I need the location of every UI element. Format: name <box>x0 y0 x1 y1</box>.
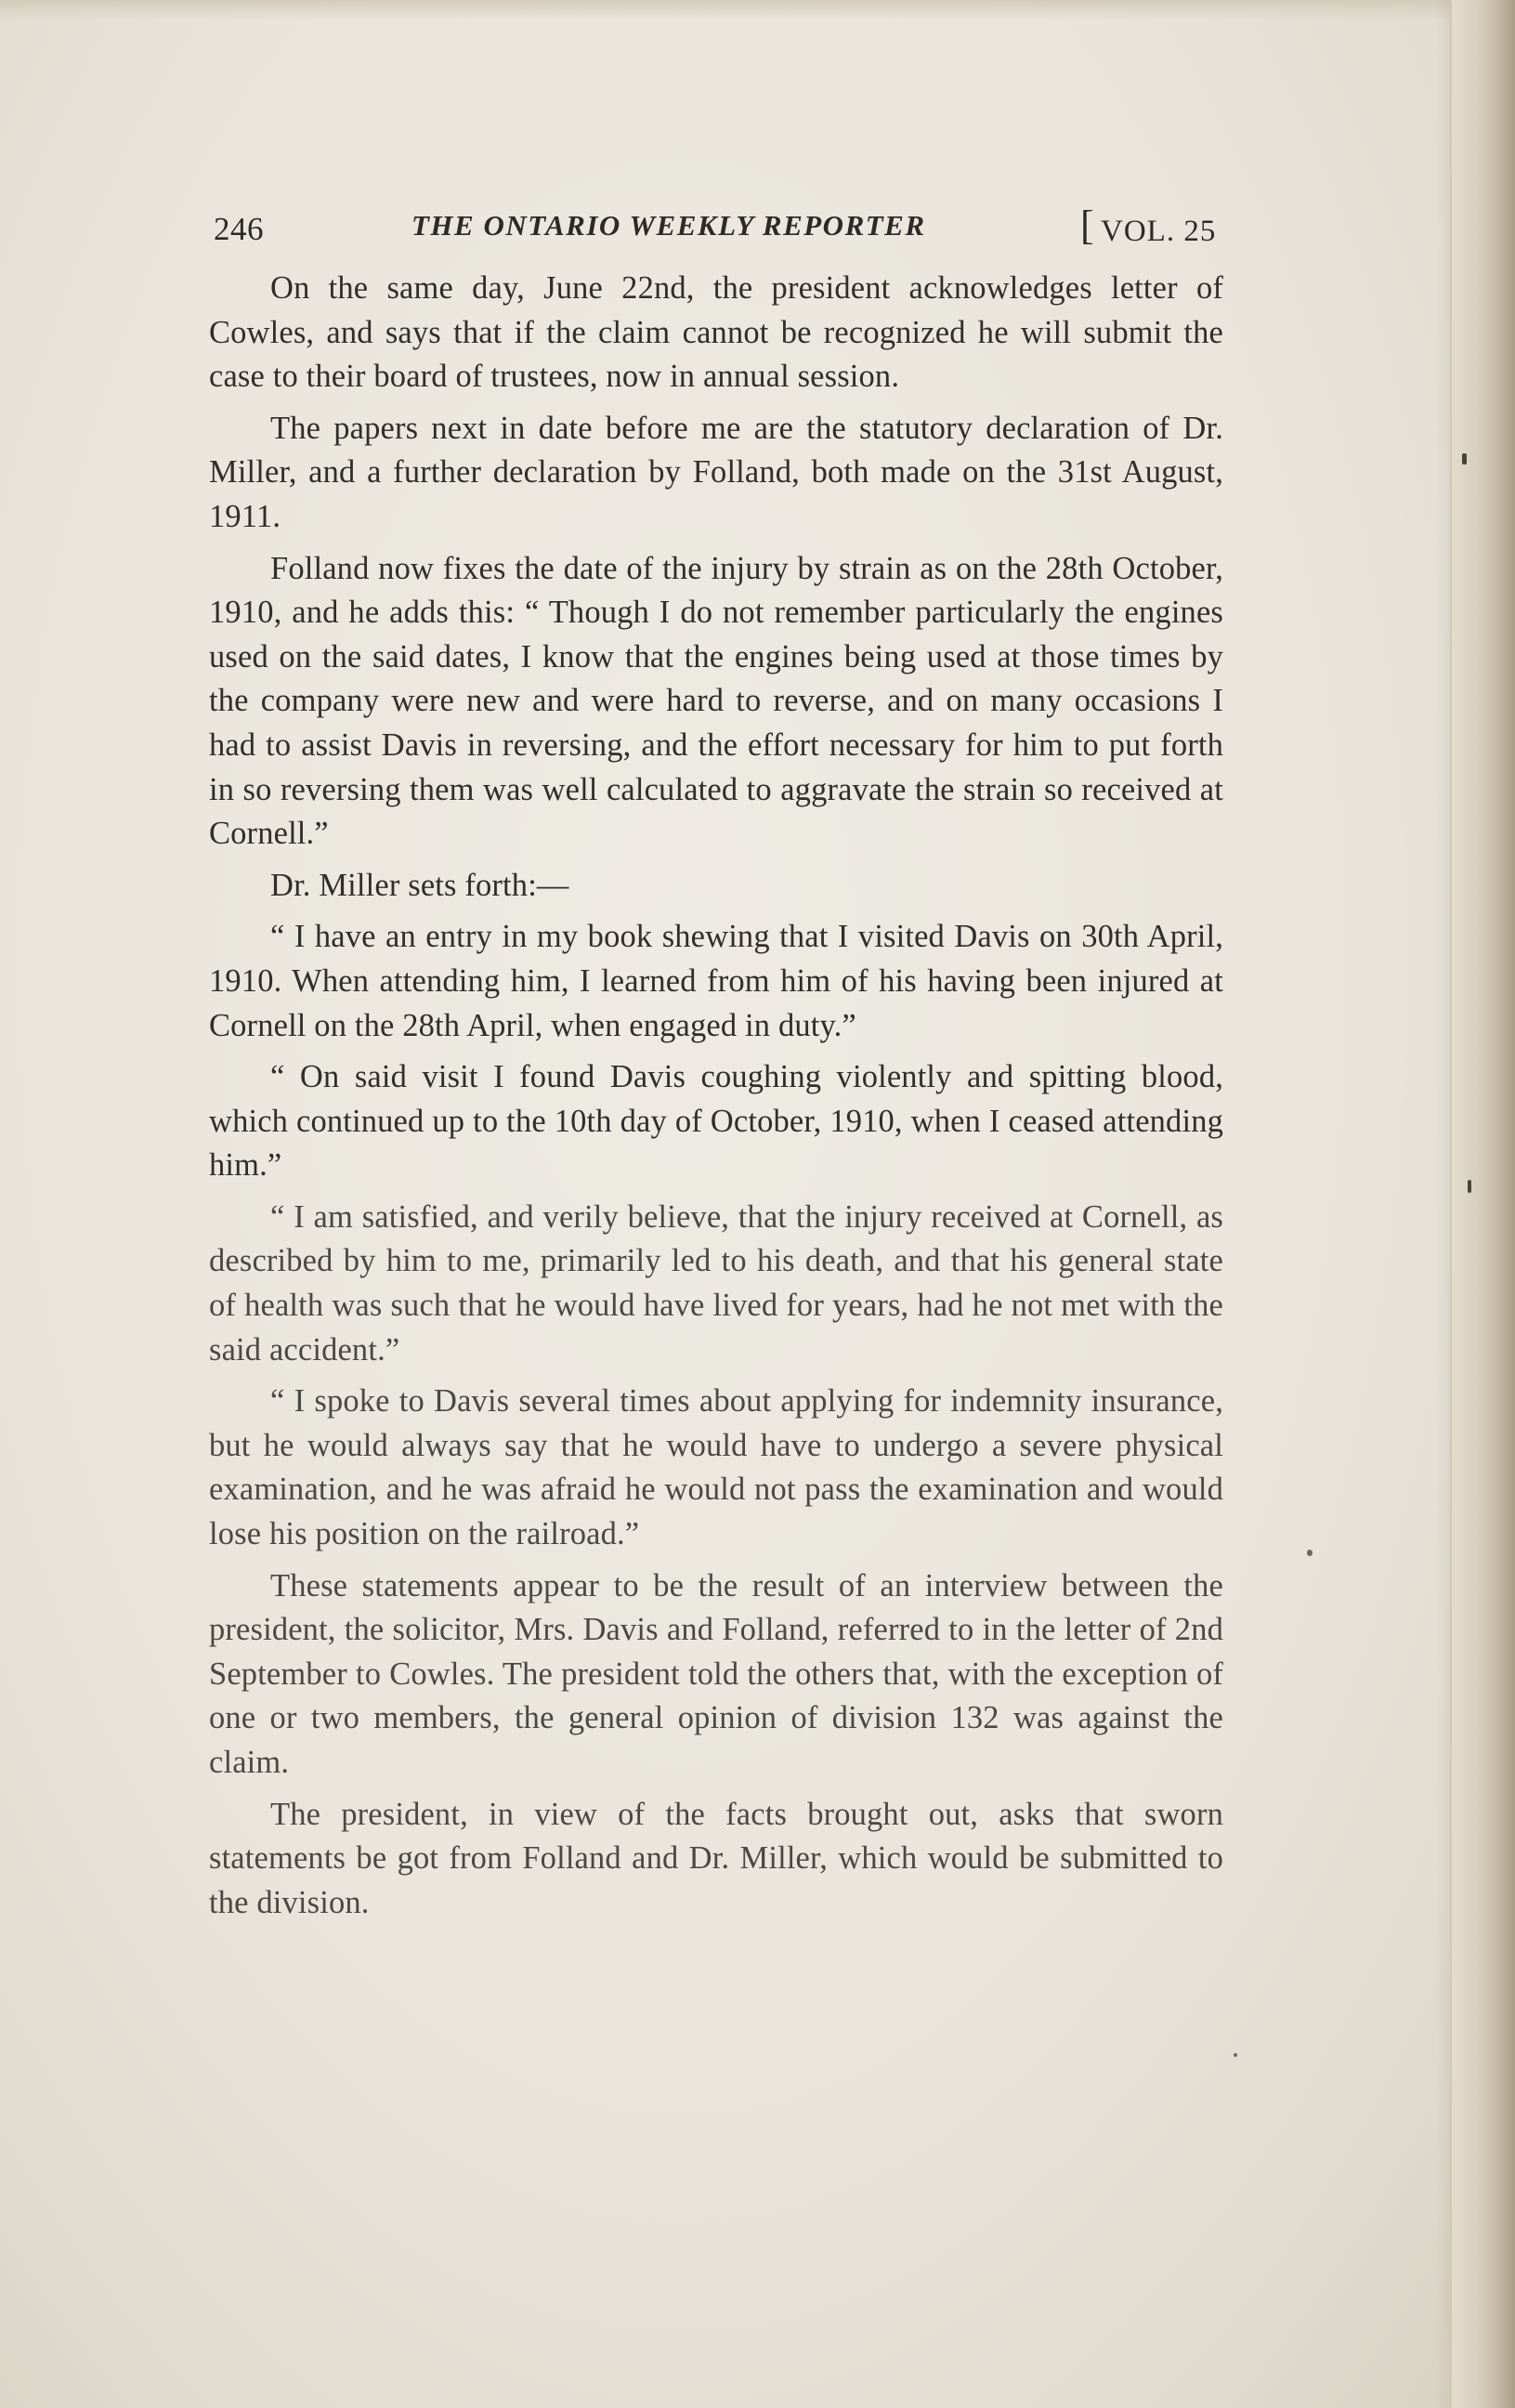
page-top-edge <box>0 0 1515 20</box>
ink-speck <box>1462 453 1467 465</box>
paragraph: Folland now fixes the date of the injury by strain as on the 28th October, 1910, and he adds this: “ Though I do not remember particularly the engines used on the said dates, I know that the engines being used at those times by the company were new and were hard to reverse, and on many occasions I had to assist Davis in reversing, and the effort necessary for him to put forth in so reversing them was well calculated to aggravate the strain so received at Cornell.” <box>209 550 1223 852</box>
page-number: 246 <box>214 211 264 247</box>
ink-speck <box>1307 1550 1313 1556</box>
quoted-paragraph: “ I have an entry in my book shewing that I visited Davis on 30th April, 1910. When attending him, I learned from him of his having been injured at Cornell on the 28th April, when engaged in duty.” <box>209 919 1223 1043</box>
paragraph: The papers next in date before me are the statutory declaration of Dr. Miller, and a further declaration by Folland, both made on the 31st August, 1911. <box>209 410 1223 534</box>
paragraph: The president, in view of the facts brought out, asks that sworn statements be got from Folland and Dr. Miller, which would be submitted to the division. <box>209 1796 1223 1920</box>
page-right-edge <box>1450 0 1515 2408</box>
ink-speck <box>1234 2053 1237 2057</box>
paragraph: On the same day, June 22nd, the president acknowledges letter of Cowles, and says that if the claim cannot be recognized he will submit the case to their board of trustees, now in annual session. <box>209 270 1223 395</box>
quoted-paragraph: “ I spoke to Davis several times about applying for indemnity insurance, but he would always say that he would have to undergo a severe physical examination, and he was afraid he would not pass the examination and would lose his position on the railroad.” <box>209 1383 1223 1552</box>
quoted-paragraph: “ I am satisfied, and verily believe, that the injury received at Cornell, as described by him to me, primarily led to his death, and that his general state of health was such that he would have lived for years, had he not met with the said accident.” <box>209 1198 1223 1368</box>
quoted-paragraph: “ On said visit I found Davis coughing violently and spitting blood, which continued up to the 10th day of October, 1910, when I ceased attending him.” <box>209 1059 1223 1184</box>
body-text <box>209 267 1223 1925</box>
document-page <box>209 200 1223 1932</box>
ink-speck <box>1468 1180 1471 1193</box>
volume-label: VOL. 25 <box>1101 215 1217 248</box>
paragraph: Dr. Miller sets forth:— <box>270 867 569 903</box>
paragraph: These statements appear to be the result of an interview between the president, the solicitor, Mrs. Davis and Folland, referred to in the letter of 2nd September to Cowles. The president told the others that, with the exception of one or two members, the general opinion of division 132 was against the claim. <box>209 1567 1223 1780</box>
running-head <box>209 200 1223 261</box>
journal-title: THE ONTARIO WEEKLY REPORTER <box>411 209 926 242</box>
volume-bracket: [ <box>1080 203 1094 248</box>
